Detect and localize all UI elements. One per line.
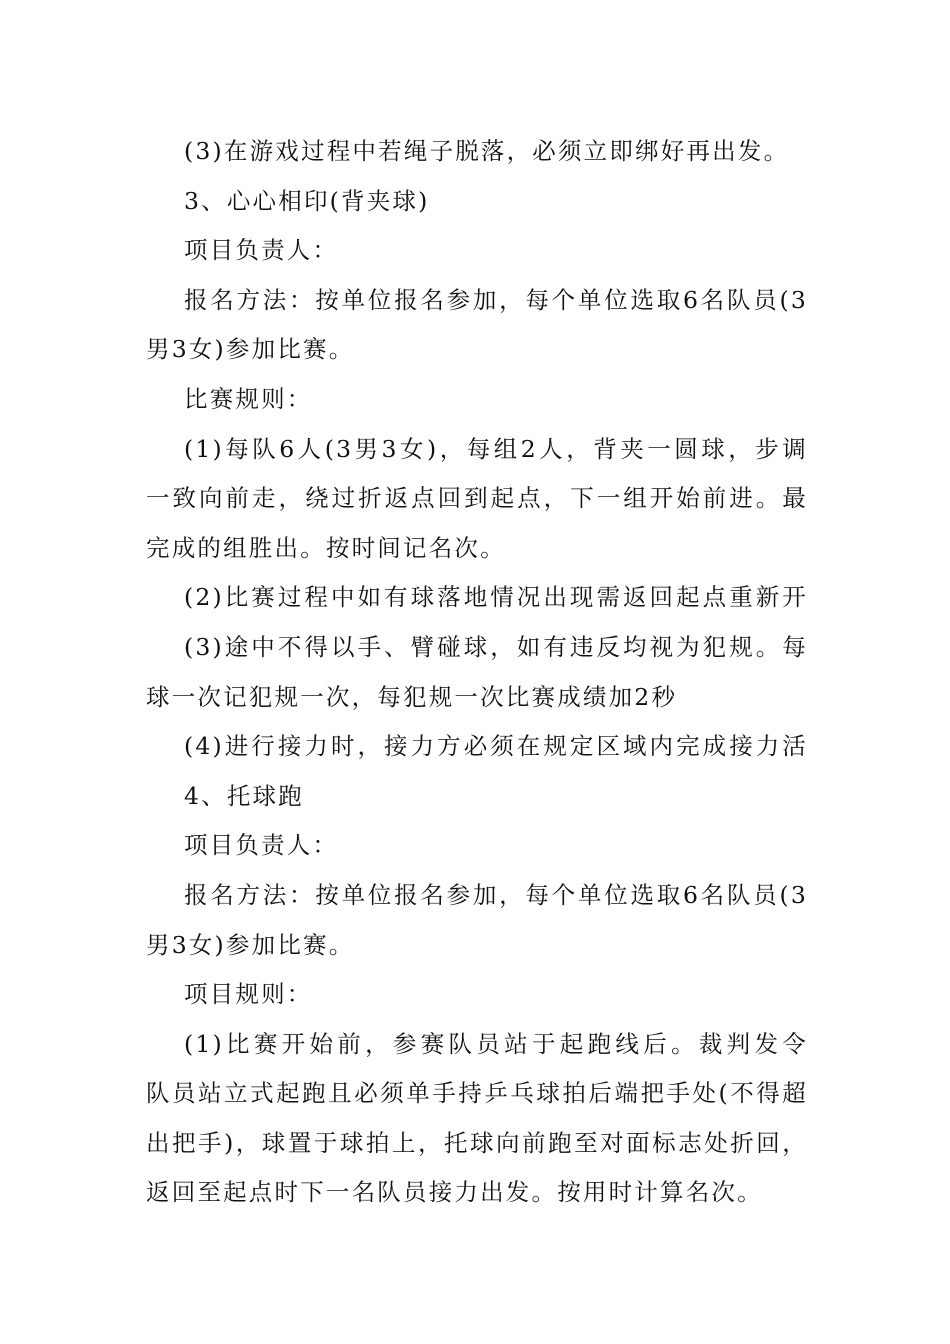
text-line: (3)途中不得以手、臂碰球，如有违反均视为犯规。每 <box>184 632 808 661</box>
text-line: 项目规则： <box>184 980 313 1009</box>
text-line: (1)比赛开始前，参赛队员站于起跑线后。裁判发令 <box>184 1029 808 1058</box>
text-line: 报名方法：按单位报名参加，每个单位选取6名队员(3 <box>184 285 808 314</box>
text-line: 出把手)，球置于球拍上，托球向前跑至对面标志处折回， <box>146 1128 808 1157</box>
text-line: 4、托球跑 <box>184 781 304 810</box>
text-line: 队员站立式起跑且必须单手持乒乓球拍后端把手处(不得超 <box>146 1079 808 1108</box>
text-line: 3、心心相印(背夹球) <box>184 186 430 215</box>
text-line: 完成的组胜出。按时间记名次。 <box>146 533 506 562</box>
text-line: (4)进行接力时，接力方必须在规定区域内完成接力活 <box>184 732 808 761</box>
document-body <box>146 127 808 1218</box>
text-line: 男3女)参加比赛。 <box>146 930 355 959</box>
text-line: 球一次记犯规一次，每犯规一次比赛成绩加2秒 <box>146 682 678 711</box>
text-line: 一致向前走，绕过折返点回到起点，下一组开始前进。最 <box>146 484 808 513</box>
text-line: 返回至起点时下一名队员接力出发。按用时计算名次。 <box>146 1178 763 1207</box>
text-line: 比赛规则： <box>184 384 313 413</box>
text-line: (1)每队6人(3男3女)，每组2人，背夹一圆球，步调 <box>184 434 808 463</box>
text-line: 男3女)参加比赛。 <box>146 335 355 364</box>
text-line: (2)比赛过程中如有球落地情况出现需返回起点重新开 <box>184 583 808 612</box>
text-line: 项目负责人： <box>184 236 339 265</box>
text-line: 项目负责人： <box>184 831 339 860</box>
text-line: (3)在游戏过程中若绳子脱落，必须立即绑好再出发。 <box>184 137 790 165</box>
text-line: 报名方法：按单位报名参加，每个单位选取6名队员(3 <box>184 880 808 909</box>
